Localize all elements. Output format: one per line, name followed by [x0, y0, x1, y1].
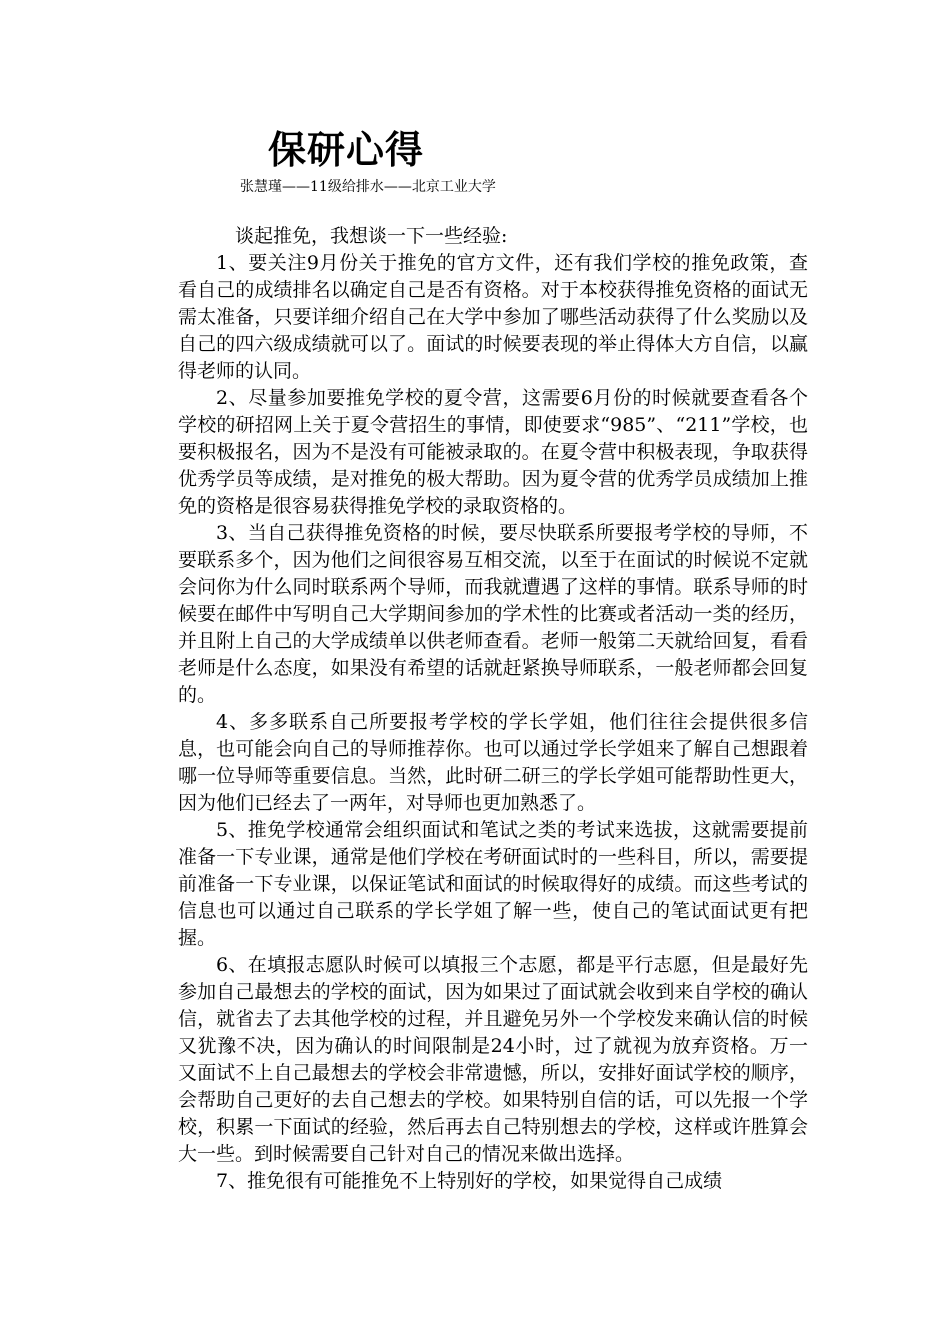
document-body — [178, 223, 808, 1195]
document-title: 保研心得 — [268, 128, 425, 172]
paragraph-3: 3、当自己获得推免资格的时候，要尽快联系所要报考学校的导师，不要联系多个，因为他们之间很容易互相交流，以至于在面试的时候说不定就会问你为什么同时联系两个导师，而我就遭遇了这样的事情。联系导师的时候要在邮件中写明自己大学期间参加的学术性的比赛或者活动一类的经历，并且附上自己的大学成绩单以供老师查看。老师一般第二天就给回复，看看老师是什么态度，如果没有希望的话就赶紧换导师联系，一般老师都会回复的。 — [178, 522, 808, 706]
paragraph-7: 7、推免很有可能推免不上特别好的学校，如果觉得自己成绩 — [216, 1170, 723, 1192]
paragraph-1: 1、要关注9月份关于推免的官方文件，还有我们学校的推免政策，查看自己的成绩排名以确定自己是否有资格。对于本校获得推免资格的面试无需太准备，只要详细介绍自己在大学中参加了哪些活动获得了什么奖励以及自己的四六级成绩就可以了。面试的时候要表现的举止得体大方自信，以赢得老师的认同。 — [178, 252, 808, 382]
intro-paragraph: 谈起推免，我想谈一下一些经验: — [235, 225, 508, 247]
paragraph-5: 5、推免学校通常会组织面试和笔试之类的考试来选拔，这就需要提前准备一下专业课，通常是他们学校在考研面试时的一些科目，所以，需要提前准备一下专业课，以保证笔试和面试的时候取得好的成绩。而这些考试的信息也可以通过自己联系的学长学姐了解一些，使自己的笔试面试更有把握。 — [178, 819, 808, 949]
author-line: 张慧瑾——11级给排水——北京工业大学 — [240, 179, 496, 195]
paragraph-2: 2、尽量参加要推免学校的夏令营，这需要6月份的时候就要查看各个学校的研招网上关于夏令营招生的事情，即使要求“985”、“211”学校，也要积极报名，因为不是没有可能被录取的。在夏令营中积极表现，争取获得优秀学员等成绩，是对推免的极大帮助。因为夏令营的优秀学员成绩加上推免的资格是很容易获得推免学校的录取资格的。 — [178, 387, 808, 517]
paragraph-6: 6、在填报志愿队时候可以填报三个志愿，都是平行志愿，但是最好先参加自己最想去的学校的面试，因为如果过了面试就会收到来自学校的确认信，就省去了去其他学校的过程，并且避免另外一个学校发来确认信的时候又犹豫不决，因为确认的时间限制是24小时，过了就视为放弃资格。万一又面试不上自己最想去的学校会非常遗憾，所以，安排好面试学校的顺序，会帮助自己更好的去自己想去的学校。如果特别自信的话，可以先报一个学校，积累一下面试的经验，然后再去自己特别想去的学校，这样或许胜算会大一些。到时候需要自己针对自己的情况来做出选择。 — [178, 954, 808, 1165]
paragraph-4: 4、多多联系自己所要报考学校的学长学姐，他们往往会提供很多信息，也可能会向自己的导师推荐你。也可以通过学长学姐来了解自己想跟着哪一位导师等重要信息。当然，此时研二研三的学长学姐可能帮助性更大，因为他们已经去了一两年，对导师也更加熟悉了。 — [178, 711, 808, 814]
